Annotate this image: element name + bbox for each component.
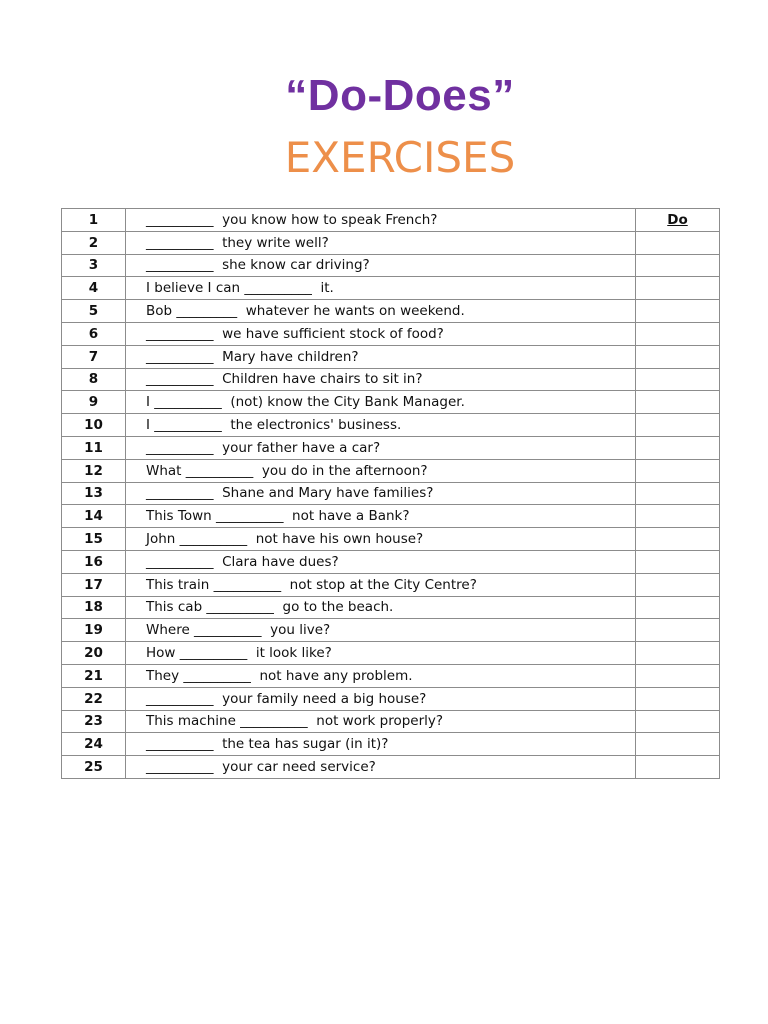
table-row bbox=[62, 300, 720, 323]
worksheet-subtitle: EXERCISES bbox=[284, 133, 516, 182]
exercise-sentence: __________ your car need service? bbox=[126, 756, 636, 779]
row-number: 4 bbox=[62, 277, 126, 300]
answer-cell[interactable] bbox=[636, 596, 720, 619]
table-row bbox=[62, 596, 720, 619]
answer-cell[interactable] bbox=[636, 254, 720, 277]
row-number: 6 bbox=[62, 322, 126, 345]
table-row bbox=[62, 209, 720, 232]
exercise-sentence: Bob _________ whatever he wants on weekend. bbox=[126, 300, 636, 323]
row-number: 21 bbox=[62, 664, 126, 687]
exercise-sentence: __________ your family need a big house? bbox=[126, 687, 636, 710]
exercise-sentence: Where __________ you live? bbox=[126, 619, 636, 642]
exercise-sentence: __________ Children have chairs to sit in? bbox=[126, 368, 636, 391]
exercise-table bbox=[61, 208, 720, 779]
row-number: 22 bbox=[62, 687, 126, 710]
exercise-sentence: They __________ not have any problem. bbox=[126, 664, 636, 687]
row-number: 20 bbox=[62, 642, 126, 665]
table-row bbox=[62, 573, 720, 596]
table-row bbox=[62, 459, 720, 482]
answer-cell[interactable] bbox=[636, 231, 720, 254]
table-row bbox=[62, 414, 720, 437]
row-number: 25 bbox=[62, 756, 126, 779]
table-row bbox=[62, 391, 720, 414]
row-number: 12 bbox=[62, 459, 126, 482]
exercise-sentence: __________ Shane and Mary have families? bbox=[126, 482, 636, 505]
row-number: 11 bbox=[62, 436, 126, 459]
table-row bbox=[62, 322, 720, 345]
exercise-sentence: John __________ not have his own house? bbox=[126, 528, 636, 551]
table-row bbox=[62, 368, 720, 391]
row-number: 15 bbox=[62, 528, 126, 551]
row-number: 3 bbox=[62, 254, 126, 277]
answer-cell[interactable] bbox=[636, 322, 720, 345]
table-row bbox=[62, 550, 720, 573]
answer-cell[interactable] bbox=[636, 345, 720, 368]
exercise-sentence: This cab __________ go to the beach. bbox=[126, 596, 636, 619]
exercise-sentence: How __________ it look like? bbox=[126, 642, 636, 665]
answer-cell[interactable] bbox=[636, 573, 720, 596]
row-number: 19 bbox=[62, 619, 126, 642]
row-number: 24 bbox=[62, 733, 126, 756]
answer-cell[interactable] bbox=[636, 528, 720, 551]
table-row bbox=[62, 505, 720, 528]
answer-cell[interactable] bbox=[636, 642, 720, 665]
exercise-sentence: What __________ you do in the afternoon? bbox=[126, 459, 636, 482]
table-row bbox=[62, 231, 720, 254]
table-row bbox=[62, 642, 720, 665]
row-number: 13 bbox=[62, 482, 126, 505]
row-number: 5 bbox=[62, 300, 126, 323]
exercise-sentence: __________ Mary have children? bbox=[126, 345, 636, 368]
row-number: 9 bbox=[62, 391, 126, 414]
exercise-sentence: __________ she know car driving? bbox=[126, 254, 636, 277]
row-number: 7 bbox=[62, 345, 126, 368]
answer-cell[interactable] bbox=[636, 277, 720, 300]
exercise-sentence: I __________ the electronics' business. bbox=[126, 414, 636, 437]
answer-cell[interactable] bbox=[636, 368, 720, 391]
table-row bbox=[62, 528, 720, 551]
row-number: 23 bbox=[62, 710, 126, 733]
exercise-sentence: __________ your father have a car? bbox=[126, 436, 636, 459]
answer-cell[interactable] bbox=[636, 414, 720, 437]
answer-cell[interactable] bbox=[636, 619, 720, 642]
answer-cell[interactable]: Do bbox=[636, 209, 720, 232]
exercise-sentence: This Town __________ not have a Bank? bbox=[126, 505, 636, 528]
row-number: 2 bbox=[62, 231, 126, 254]
answer-cell[interactable] bbox=[636, 436, 720, 459]
answer-cell[interactable] bbox=[636, 459, 720, 482]
row-number: 8 bbox=[62, 368, 126, 391]
answer-cell[interactable] bbox=[636, 505, 720, 528]
row-number: 17 bbox=[62, 573, 126, 596]
answer-cell[interactable] bbox=[636, 391, 720, 414]
table-row bbox=[62, 664, 720, 687]
table-row bbox=[62, 687, 720, 710]
answer-cell[interactable] bbox=[636, 687, 720, 710]
row-number: 1 bbox=[62, 209, 126, 232]
exercise-sentence: I __________ (not) know the City Bank Manager. bbox=[126, 391, 636, 414]
worksheet-title: “Do-Does” bbox=[285, 71, 515, 120]
table-row bbox=[62, 254, 720, 277]
answer-cell[interactable] bbox=[636, 733, 720, 756]
exercise-sentence: I believe I can __________ it. bbox=[126, 277, 636, 300]
answer-cell[interactable] bbox=[636, 710, 720, 733]
answer-cell[interactable] bbox=[636, 550, 720, 573]
exercise-sentence: __________ they write well? bbox=[126, 231, 636, 254]
exercise-sentence: This train __________ not stop at the City Centre? bbox=[126, 573, 636, 596]
table-row bbox=[62, 482, 720, 505]
table-row bbox=[62, 733, 720, 756]
answer-cell[interactable] bbox=[636, 756, 720, 779]
exercise-sentence: __________ the tea has sugar (in it)? bbox=[126, 733, 636, 756]
table-row bbox=[62, 756, 720, 779]
table-row bbox=[62, 436, 720, 459]
exercise-sentence: This machine __________ not work properly? bbox=[126, 710, 636, 733]
exercise-table-body bbox=[62, 209, 720, 779]
exercise-sentence: __________ we have sufficient stock of food? bbox=[126, 322, 636, 345]
row-number: 14 bbox=[62, 505, 126, 528]
row-number: 16 bbox=[62, 550, 126, 573]
answer-cell[interactable] bbox=[636, 482, 720, 505]
table-row bbox=[62, 710, 720, 733]
table-row bbox=[62, 619, 720, 642]
exercise-sentence: __________ you know how to speak French? bbox=[126, 209, 636, 232]
answer-cell[interactable] bbox=[636, 300, 720, 323]
exercise-sentence: __________ Clara have dues? bbox=[126, 550, 636, 573]
table-row bbox=[62, 277, 720, 300]
answer-cell[interactable] bbox=[636, 664, 720, 687]
row-number: 18 bbox=[62, 596, 126, 619]
table-row bbox=[62, 345, 720, 368]
row-number: 10 bbox=[62, 414, 126, 437]
